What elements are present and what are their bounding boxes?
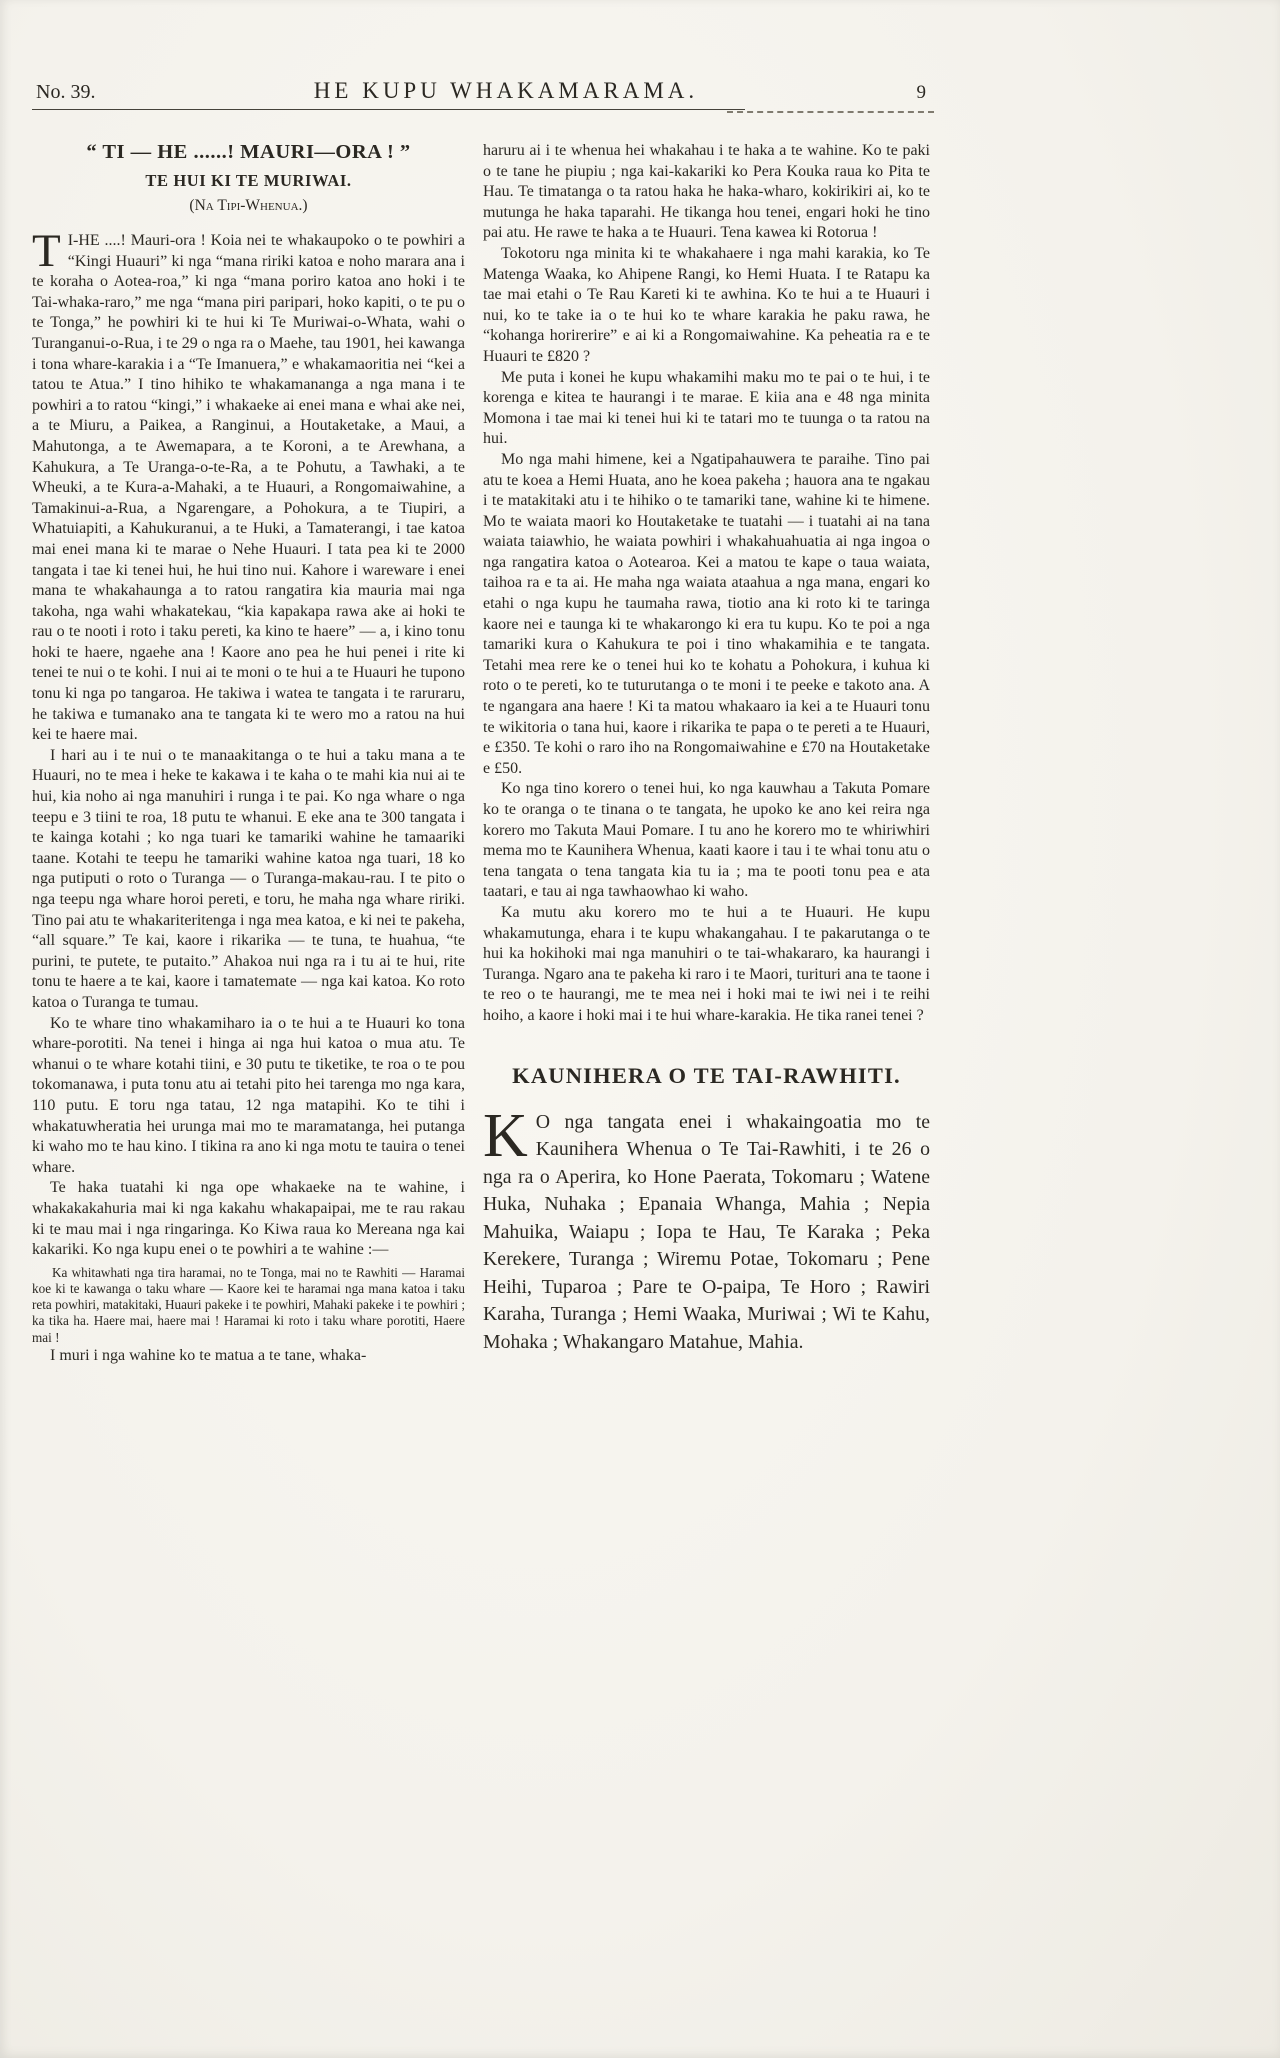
paragraph [483, 1101, 930, 1357]
paragraph [32, 225, 465, 746]
article-title: “ TI — HE ......! MAURI—ORA ! ” [86, 141, 411, 163]
print-area [0, 0, 934, 1366]
section-heading: KAUNIHERA O TE TAI-RAWHITI. [512, 1062, 901, 1088]
paragraph: Mo nga mahi himene, kei a Ngatipahauwera te paraihe. Tino pai atu te koea a Hemi Huata, ano he koea pakeha ; hauora ana te ngakau i te matakitaki atu i te hihiko o te tamariki tane, wahine ki te himene. Mo te waiata maori ko Houtaketake te tuatahi — i tuatahi ai na tana waiata taiawhio, he waiata powhiri i whakahuahuatia ai nga ingoa o nga rangatira katoa o Aotearoa. Kei a matou te kape o taua waiata, taihoa ra e ta ai. He maha nga waiata ataahua a nga mana, engari ko etahi o nga kupu he taumaha rawa, tiotio ana ki roto ki te taringa kaore nei e taunga ki te whakarongo ki era tu kupu. Ko te poi a nga tamariki kura o Kahukura te poi i tino whakamihia e te tangata. Tetahi mea rere ke o tenei hui ko te kohatu a Pohokura, i kuhua ki roto o te pereti, ko te tuturutanga o te moni i te peeke e takoto ana. A te ngangara ana haere ! Ki ta matou whakaaro ia kei a te Huauri tonu te wikitoria o tana hui, kaore i rikarika te papa o te pereti a te Huauri, e £350. Te kohi o raro iho na Rongomaiwahine e £70 na Houtaketake e £50. [483, 450, 930, 777]
fine-print-paragraph: Ka whitawhati nga tira haramai, no te Tonga, mai no te Rawhiti — Haramai koe ki te kawanga o taku whare — Kaore kei te haramai nga mana katoa i taku reta powhiri, matakitaki, Huauri pakeke i te powhiri, Mahaki pakeke i te powhiri ; ka tika ha. Haere mai, haere mai ! Haramai ki roto i taku whare porotiti, Haere mai ! [32, 1264, 465, 1345]
column-layout [32, 141, 934, 1366]
paragraph-text: O nga tangata enei i whakaingoatia mo te Kaunihera Whenua o Te Tai-Rawhiti, i te 26 o nga ra o Aperira, ko Hone Paerata, Tokomaru ; Watene Huka, Nuhaka ; Epanaia Whanga, Mahia ; Nepia Mahuika, Waiapu ; Iopa te Hau, Te Karaka ; Peka Kerekere, Turanga ; Wiremu Potae, Tokomaru ; Pene Heihi, Tuparoa ; Pare te O-paipa, Te Horo ; Rawiri Karaha, Turanga ; Hemi Waaka, Muriwai ; Wi te Kahu, Mohaka ; Whakangaro Matahue, Mahia. [483, 1110, 930, 1353]
page-number: 9 [916, 82, 926, 103]
paragraph: Ko nga tino korero o tenei hui, ko nga kauwhau a Takuta Pomare ko te oranga o te tinana o te tangata, he upoko ke ano kei reira nga korero mo Takuta Maui Pomare. I tu ano he korero mo te whiriwhiri mema mo te Kaunihera Whenua, kaati kaore i tau i te whai tonu atu o tena tangata o tena tangata kia tu ia ; ma te pooti tonu pea e ata taatari, e tau ai nga tawhaowhao ki waho. [483, 780, 930, 901]
masthead-title: HE KUPU WHAKAMARAMA. [313, 78, 699, 103]
issue-number: No. 39. [36, 81, 96, 103]
paragraph: Ka mutu aku korero mo te hui a te Huauri. He kupu whakamutunga, ehara i te kupu whakangahau. I te pakarutanga o te hui ka hokihoki mai nga manuhiri o te tai-whakararo, ka haurangi i Turanga. Ngaro ana te pakeha ki raro i te Maori, turituri ana te taone i te reo o te haurangi, me te mea nei i hoki mai te iwi nei i te reihi hoiho, a kaore i hoki mai i te hui whare-karakia. He tika ranei tenei ? [483, 903, 930, 1024]
right-column [483, 141, 930, 1366]
article-byline: (Na Tipi-Whenua.) [189, 197, 308, 214]
paragraph: I muri i nga wahine ko te matua a te tane, whaka- [50, 1346, 367, 1364]
drop-cap-letter: T [32, 225, 61, 277]
paragraph: Te haka tuatahi ki nga ope whakaeke na te wahine, i whakakakahuria mai ki nga kakahu whakapaipai, me te rau rakau ki te mau mai i nga ringaringa. Ko Kiwa raua ko Mereana nga kai kakariki. Ko nga kupu enei o te powhiri a te wahine :— [32, 1179, 465, 1259]
paragraph: Tokotoru nga minita ki te whakahaere i nga mahi karakia, ko Te Matenga Waaka, ko Ahipene Rangi, ko Hemi Huata. I te Ratapu ka tae mai etahi o Te Rau Kareti ki te awhina. Ko te hui a te Huauri i nui, ko te take ia o te hui ko te whare karakia he paku rawa, he “kohanga horirerire” e ai ki a Rongomaiwahine. Ka peheatia ra e te Huauri te £820 ? [483, 244, 930, 365]
drop-cap-letter: K [483, 1101, 528, 1170]
page-header [32, 78, 934, 104]
article-subtitle: TE HUI KI TE MURIWAI. [145, 171, 352, 190]
article-head [32, 141, 465, 215]
paragraph-text: I-HE ....! Mauri-ora ! Koia nei te whakaupoko o te powhiri a “Kingi Huauri” ki nga “mana ririki katoa e noho marara ana i te koraha o Aotea-roa,” ki nga “mana poriro katoa ano hoki i te Tai-whaka-raro,” me nga “mana piri paripari, hoko kapiti, o te pu o te Tonga,” he powhiri ki te hui ki Te Muriwai-o-Whata, wahi o Turanganui-o-Rua, i te 29 o nga ra o Maehe, tau 1901, hei kawanga i tona whare-karakia i a “Te Imanuera,” e whakamaoritia nei “kei a tatou te Atua.” I tino hihiko te whakamananga a nga mana i te powhiri a to ratou “kingi,” i whakaeke ai enei mana e whai ake nei, a te Miuru, a Paikea, a Ranginui, a Houtaketake, a Maui, a Mahutonga, a te Awemapara, a te Koroni, a te Arewhana, a Kahukura, a Te Uranga-o-te-Ra, a te Pohutu, a Tawhaki, a te Wheuki, a te Kura-a-Mahaki, a te Huauri, a Rongomaiwahine, a Tamakinui-a-Rua, a Ngarengare, a Pohokura, a te Tiupiri, a Whatuiapiti, a Kahukuranui, a te Huki, a Tamaterangi, i tae katoa mai enei mana ki te marae o Nehe Huauri. I tata pea ki te 2000 tangata i tae ki tenei hui, he hui tino nui. Kahore i wareware i enei mana te whakahaunga a to ratou rangatira kia mauria mai nga takoha, nga wahi whakatekau, “kia kapakapa rawa ake ai hoki te rau o te nooti i roto i taku pereti, ka kino te haere” — a, i kino tonu hoki te haere, ngaehe ana ! Kaore ano pea he hui penei i rite ki tenei te nui o te kohi. I nui ai te moni o te hui a te Huauri he tupono tonu ki nga po tangaroa. He takiwa i watea te tangata i te raruraru, he takiwa e tumanako ana te tangata ki te wero mo a ratou na hui kei te haere mai. [32, 232, 465, 744]
header-rule [32, 107, 934, 115]
paragraph: Me puta i konei he kupu whakamihi maku mo te pai o te hui, i te korenga e kitea te haurangi i te marae. E kiia ana e 48 nga minita Momona i tae mai ki tenei hui ki te tatari mo te tuunga o ta ratou na hui. [483, 368, 930, 448]
left-column [32, 141, 465, 1366]
paragraph: haruru ai i te whenua hei whakahau i te haka a te wahine. Ko te paki o te tane he piupiu ; nga kai-kakariki ko Pera Kouka raua ko Pita te Hau. Te timatanga o ta ratou haka he haka-wharo, kokirikiri ai, ko te mutunga he haka taparahi. He tikanga hou tenei, engari hoki he tino pai atu. He rawe te haka a te Huauri. Tena kawea ki Rotorua ! [483, 142, 930, 242]
paragraph: Ko te whare tino whakamiharo ia o te hui a te Huauri ko tona whare-porotiti. Na tenei i hinga ai nga hui katoa o mua atu. Te whanui o te whare kotahi tiini, e 30 putu te tiketike, te roa o te pou tokomanawa, i puta tonu atu ai tetahi pito hei tarenga mo nga kara, 110 putu. E toru nga tatau, 12 nga matapihi. Ko te tihi i whakatuwheratia hei urunga mai mo te maramatanga, hei putanga ki waho mo te hau kino. I tikina ra ano ki nga motu te tauira o tenei whare. [32, 1014, 465, 1176]
paragraph: I hari au i te nui o te manaakitanga o te hui a taku mana a te Huauri, no te mea i heke te kakawa i te kaha o te mahi kia nui ai te hui, kia noho ai nga manuhiri i runga i te pai. Ko nga whare o nga teepu e 3 tiini te roa, 18 putu te whanui. E eke ana te 300 tangata i te kainga kotahi ; ko nga tuari ke tamariki wahine he tamaariki taane. Kotahi te teepu he tamariki wahine katoa nga tuari, 18 ko nga putiputi o roto o Turanga — o Turanga-makau-rau. I te pito o nga teepu nga whare horoi pereti, e toru, he maha nga whare ririki. Tino pai atu te whakariteritenga i nga mea katoa, e ki nei te pakeha, “all square.” Te kai, kaore i rikarika — te tuna, te huahua, “te purini, te putete, te putaito.” Ahakoa nui nga ra i tu ai te hui, rite tonu te haere a te kai, kaore i tamatemate — nga kai katoa. Ko roto katoa o Turanga te tumau. [32, 746, 465, 1011]
